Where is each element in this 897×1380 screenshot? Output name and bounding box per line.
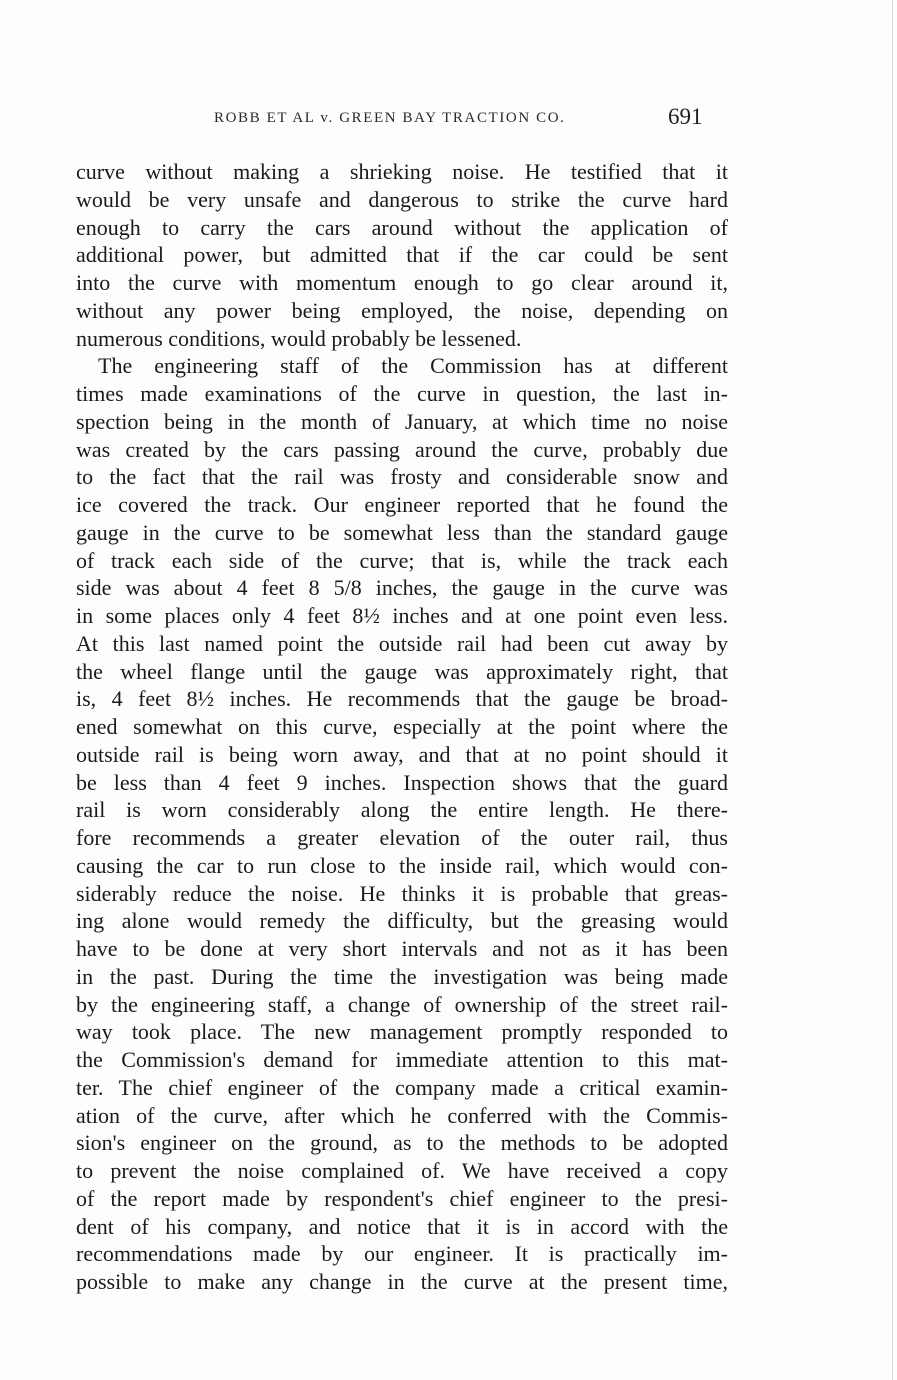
text-line: the wheel flange until the gauge was approximately right, that (76, 658, 728, 684)
text-line: The engineering staff of the Commission has at different (98, 353, 728, 379)
text-line: way took place. The new management promptly responded to (76, 1019, 728, 1045)
text-line: causing the car to run close to the inside rail, which would con- (76, 852, 728, 878)
text-line: was created by the cars passing around the curve, probably due (76, 436, 728, 462)
text-line: of track each side of the curve; that is, while the track each (76, 547, 728, 573)
paragraph (76, 352, 728, 1296)
text-line: ing alone would remedy the difficulty, but the greasing would (76, 908, 728, 934)
body-text (76, 158, 728, 1296)
text-line: times made examinations of the curve in question, the last in- (76, 381, 728, 406)
text-line: ation of the curve, after which he conferred with the Commis- (76, 1102, 728, 1128)
text-line: the Commission's demand for immediate attention to this mat- (76, 1047, 728, 1072)
text-line: to prevent the noise complained of. We have received a copy (76, 1158, 728, 1183)
text-line: rail is worn considerably along the entire length. He there- (76, 797, 728, 823)
text-line: have to be done at very short intervals and not as it has been (76, 936, 728, 961)
text-line: enough to carry the cars around without the application of (76, 214, 728, 240)
text-line: sion's engineer on the ground, as to the methods to be adopted (76, 1130, 728, 1156)
page-number: 691 (668, 104, 703, 129)
text-line: by the engineering staff, a change of ownership of the street rail- (76, 991, 728, 1017)
text-line: in the past. During the time the investigation was being made (76, 963, 728, 989)
text-line: to the fact that the rail was frosty and considerable snow and (76, 464, 728, 490)
page-edge (892, 0, 893, 1380)
text-line: possible to make any change in the curve at the present time, (76, 1269, 728, 1294)
text-line: gauge in the curve to be somewhat less than the standard gauge (76, 519, 728, 545)
text-line: spection being in the month of January, at which time no noise (76, 408, 728, 434)
text-line: ened somewhat on this curve, especially at the point where the (76, 714, 728, 739)
text-line: outside rail is being worn away, and that at no point should it (76, 741, 728, 767)
text-line: curve without making a shrieking noise. He testified that it (76, 159, 728, 184)
text-line: without any power being employed, the noise, depending on (76, 297, 728, 323)
running-head (0, 102, 897, 132)
text-line: numerous conditions, would probably be lessened. (76, 325, 522, 351)
text-line: siderably reduce the noise. He thinks it is probable that greas- (76, 880, 728, 906)
running-title: ROBB ET AL v. GREEN BAY TRACTION CO. (214, 110, 566, 126)
text-line: dent of his company, and notice that it is in accord with the (76, 1213, 728, 1239)
paragraph (76, 158, 728, 352)
text-line: in some places only 4 feet 8½ inches and at one point even less. (76, 603, 728, 628)
text-line: would be very unsafe and dangerous to strike the curve hard (76, 186, 728, 212)
text-line: fore recommends a greater elevation of the outer rail, thus (76, 825, 728, 850)
text-line: is, 4 feet 8½ inches. He recommends that the gauge be broad- (76, 686, 728, 712)
text-line: additional power, but admitted that if the car could be sent (76, 242, 728, 268)
text-line: be less than 4 feet 9 inches. Inspection shows that the guard (76, 769, 728, 795)
text-line: side was about 4 feet 8 5/8 inches, the gauge in the curve was (76, 575, 728, 601)
text-line: At this last named point the outside rail had been cut away by (76, 630, 728, 656)
text-line: recommendations made by our engineer. It is practically im- (76, 1241, 728, 1267)
text-line: of the report made by respondent's chief engineer to the presi- (76, 1185, 728, 1211)
text-line: into the curve with momentum enough to go clear around it, (76, 270, 728, 295)
text-line: ice covered the track. Our engineer reported that he found the (76, 492, 728, 517)
text-line: ter. The chief engineer of the company made a critical examin- (76, 1074, 728, 1100)
